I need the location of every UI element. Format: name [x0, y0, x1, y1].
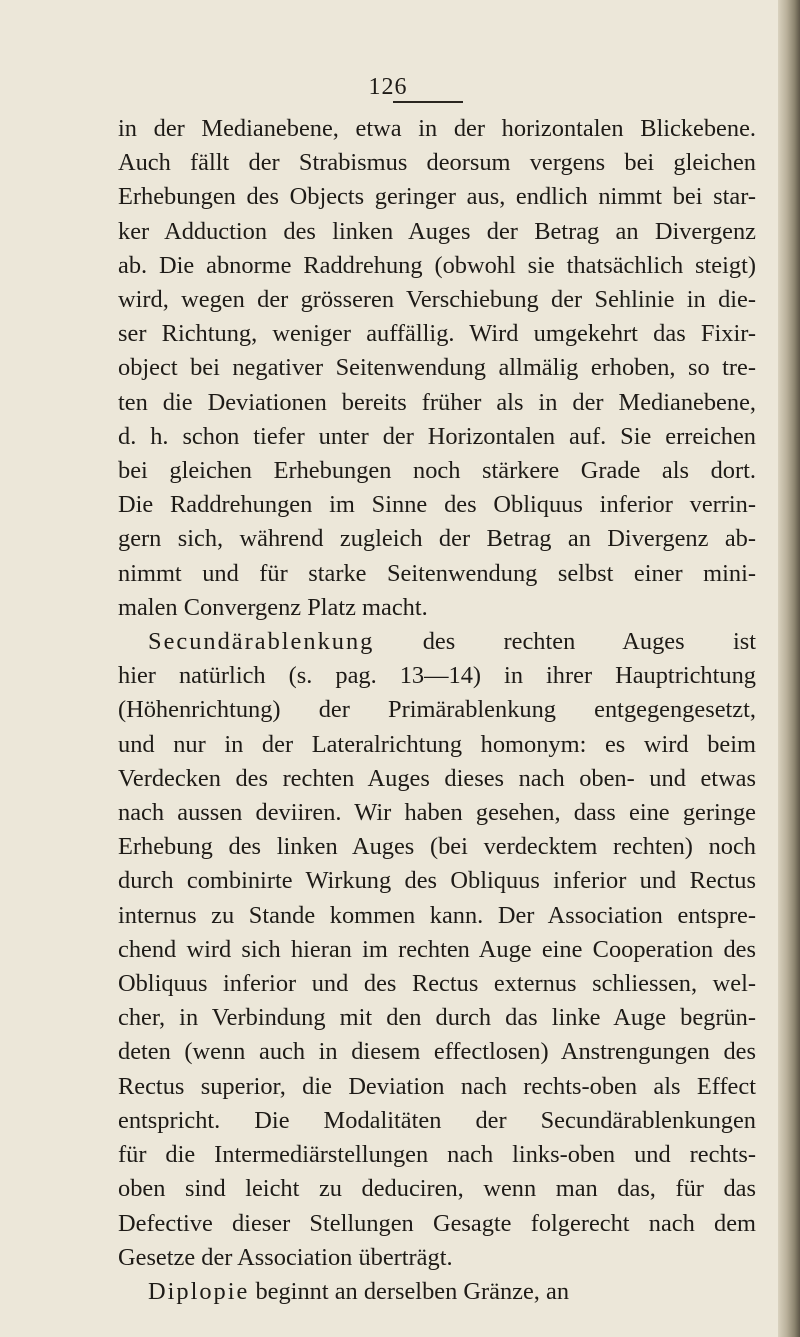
page-number-rule: [393, 101, 463, 103]
text-line: object bei negativer Seitenwendung allmälig erhoben, so tre-: [118, 354, 756, 382]
book-spine-shadow: [778, 0, 800, 1337]
paragraph: [118, 625, 756, 1275]
text-line: ten die Deviationen bereits früher als in der Medianebene,: [118, 388, 756, 416]
text-line: Obliquus inferior und des Rectus externus schliessen, wel-: [118, 970, 756, 998]
text-line: chend wird sich hieran im rechten Auge eine Cooperation des: [118, 935, 756, 963]
paragraph: [118, 1275, 756, 1309]
text-line: und nur in der Lateralrichtung homonym: es wird beim: [118, 730, 756, 758]
text-line: Erhebungen des Objects geringer aus, endlich nimmt bei star-: [118, 183, 756, 211]
text-line: Verdecken des rechten Auges dieses nach oben- und etwas: [118, 764, 756, 792]
text-line: Erhebung des linken Auges (bei verdecktem rechten) noch: [118, 833, 756, 861]
text-line: malen Convergenz Platz macht.: [118, 593, 428, 621]
text-line: entspricht. Die Modalitäten der Secundärablenkungen: [118, 1106, 756, 1134]
text-line: ker Adduction des linken Auges der Betrag an Divergenz: [118, 217, 756, 245]
text-line: für die Intermediärstellungen nach links-oben und rechts-: [118, 1141, 756, 1169]
text-line: Rectus superior, die Deviation nach rechts-oben als Effect: [118, 1072, 756, 1100]
spaced-term: Secundärablenkung: [148, 628, 375, 656]
text-line: Defective dieser Stellungen Gesagte folgerecht nach dem: [118, 1209, 756, 1237]
text-line: gern sich, während zugleich der Betrag an Divergenz ab-: [118, 525, 756, 553]
text-line: durch combinirte Wirkung des Obliquus inferior und Rectus: [118, 867, 756, 895]
page-number: 126: [368, 74, 408, 100]
text-line: Die Raddrehungen im Sinne des Obliquus inferior verrin-: [118, 491, 756, 519]
text-line: [118, 1275, 756, 1309]
text-line: bei gleichen Erhebungen noch stärkere Grade als dort.: [118, 457, 756, 485]
spaced-term: Diplopie: [148, 1277, 250, 1305]
text-line: [118, 625, 756, 659]
text-line: nach aussen deviiren. Wir haben gesehen, dass eine geringe: [118, 799, 756, 827]
line-text: des rechten Auges ist: [374, 628, 756, 656]
text-line: deten (wenn auch in diesem effectlosen) Anstrengungen des: [118, 1038, 756, 1066]
text-line: d. h. schon tiefer unter der Horizontalen auf. Sie erreichen: [118, 422, 756, 450]
paragraph: [118, 112, 756, 625]
text-line: ser Richtung, weniger auffällig. Wird umgekehrt das Fixir-: [118, 320, 756, 348]
text-line: ab. Die abnorme Raddrehung (obwohl sie thatsächlich steigt): [118, 251, 756, 279]
text-line: oben sind leicht zu deduciren, wenn man das, für das: [118, 1175, 756, 1203]
text-line: Gesetze der Association überträgt.: [118, 1243, 453, 1271]
body-text: [118, 112, 756, 1309]
text-line: hier natürlich (s. pag. 13—14) in ihrer Hauptrichtung: [118, 662, 756, 690]
text-line: (Höhenrichtung) der Primärablenkung entgegengesetzt,: [118, 696, 756, 724]
text-line: cher, in Verbindung mit den durch das linke Auge begrün-: [118, 1004, 756, 1032]
text-line: internus zu Stande kommen kann. Der Association entspre-: [118, 901, 756, 929]
text-line: nimmt und für starke Seitenwendung selbst einer mini-: [118, 559, 756, 587]
text-line: Auch fällt der Strabismus deorsum vergens bei gleichen: [118, 149, 756, 177]
text-line: in der Medianebene, etwa in der horizontalen Blickebene.: [118, 115, 756, 142]
line-text: beginnt an derselben Gränze, an: [249, 1277, 570, 1305]
text-line: wird, wegen der grösseren Verschiebung der Sehlinie in die-: [118, 286, 756, 314]
